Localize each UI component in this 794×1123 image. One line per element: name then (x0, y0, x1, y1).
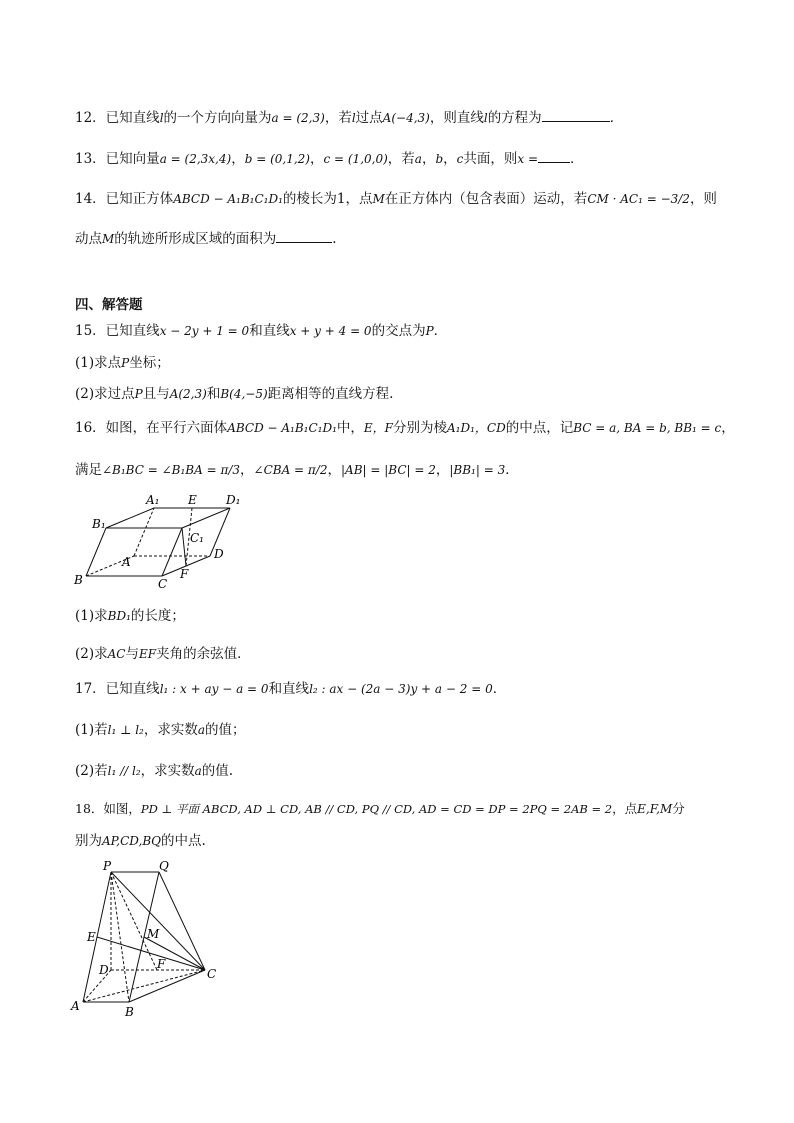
q17-text: 的值. (201, 763, 234, 779)
q13-c: c (456, 152, 464, 166)
q16-angle: ∠B₁BC = ∠B₁BA = π/3 (102, 463, 241, 477)
q17-text: (1)若 (75, 722, 108, 738)
label-a: A (71, 999, 80, 1013)
solid-pqabcd-figure (65, 858, 235, 1020)
q17-text: ，求实数 (140, 763, 195, 779)
label-c: C (207, 967, 217, 981)
q15-point-p: P (134, 387, 143, 401)
label-f: F (180, 567, 189, 581)
question-18-line-2 (75, 832, 206, 850)
label-c1: C₁ (190, 531, 204, 545)
q16-angle: ∠CBA = π/2 (253, 463, 328, 477)
q15-point-p: P (425, 324, 434, 338)
q17-text: ，求实数 (143, 722, 198, 738)
q15-line-1: x − 2y + 1 = 0 (159, 324, 250, 338)
q16-points: E，F (363, 421, 394, 435)
q18-conditions: PD ⊥ 平面 ABCD, AD ⊥ CD, AB // CD, PQ // CD, AD = CD = DP = 2PQ = 2AB = 2 (140, 802, 613, 816)
q18-text: ，点 (612, 801, 638, 816)
q12-text: 的一个方向向量为 (163, 110, 272, 126)
q15-text: 且与 (142, 386, 170, 402)
q17-text: 的值； (205, 722, 246, 738)
q16-text: (2)求 (75, 646, 108, 662)
label-m: M (147, 927, 160, 941)
q13-text: ． (570, 151, 584, 167)
q12-text: 12．已知直线 (75, 110, 160, 126)
q13-vector-a: a = (2,3x,4) (159, 152, 232, 166)
q16-text: 与 (125, 646, 139, 662)
q15-point-p: P (121, 356, 130, 370)
q17-line-1: l₁ : x + ay − a = 0 (159, 682, 269, 696)
q18-text: 分 (672, 801, 685, 816)
q13-text: ， (421, 151, 436, 167)
q14-text: 动点 (75, 231, 102, 247)
q16-segment: EF (138, 647, 157, 661)
q12-text: ，若 (324, 110, 352, 126)
q18-segments: AP,CD,BQ (102, 834, 161, 848)
q13-x: x = (517, 152, 538, 166)
q12-line-l: l (483, 111, 488, 125)
question-18 (75, 800, 685, 818)
q17-condition: l₁ ⊥ l₂ (107, 723, 144, 737)
segment-mc (144, 937, 205, 970)
q14-dot-product: CM · AC₁ = −3/2 (587, 192, 690, 206)
q15-text: 和直线 (249, 323, 290, 339)
q16-edges: A₁D₁，CD (447, 421, 506, 435)
edge (182, 528, 186, 566)
label-b1: B₁ (92, 517, 106, 531)
q13-text: ， (443, 151, 457, 167)
label-a: A (122, 555, 131, 569)
label-d: D (214, 547, 224, 561)
edge (106, 508, 154, 528)
q16-text: ， (327, 462, 341, 478)
q17-variable-a: a (194, 764, 202, 778)
label-q: Q (159, 859, 169, 873)
q15-text: (2)求过点 (75, 386, 135, 402)
q13-a: a (414, 152, 422, 166)
q15-text: ． (433, 323, 448, 339)
edge-bc (129, 970, 205, 1002)
question-12 (75, 108, 623, 127)
q17-text: 和直线 (268, 681, 310, 697)
question-14 (75, 190, 717, 208)
q16-text: 的长度； (130, 608, 185, 624)
label-c: C (158, 577, 168, 590)
q16-vector: BD₁ (107, 609, 131, 623)
label-b: B (125, 1005, 134, 1019)
q12-text: ． (609, 110, 624, 126)
q16-text: ， (240, 462, 254, 478)
q12-point-a: A(−4,3) (382, 111, 430, 125)
question-17-part-1 (75, 721, 246, 739)
q15-point-b: B(4,−5) (220, 387, 268, 401)
question-14-line-2 (75, 229, 337, 248)
section-heading: 四、解答题 (75, 297, 143, 313)
q18-text: 的中点. (160, 833, 206, 849)
label-a1: A₁ (146, 493, 160, 507)
q12-vector: a = (2,3) (271, 111, 325, 125)
q15-text: 距离相等的直线方程. (267, 386, 394, 402)
q14-text: 的棱长为1，点 (282, 191, 373, 207)
q16-length: |BB₁| = 3 (449, 463, 506, 477)
segment-pf (111, 872, 157, 970)
label-b: B (74, 573, 83, 587)
question-17-part-2 (75, 762, 233, 780)
q16-text: (1)求 (75, 608, 108, 624)
answer-blank[interactable] (276, 229, 332, 243)
q13-text: 13．已知向量 (75, 151, 160, 167)
q14-cube: ABCD − A₁B₁C₁D₁ (173, 192, 283, 206)
q14-text: 在正方体内（包含表面）运动，若 (384, 191, 588, 207)
question-16-part-1 (75, 607, 185, 625)
q13-text: ，若 (387, 151, 415, 167)
answer-blank[interactable] (542, 108, 610, 122)
q18-points: E,F,M (637, 802, 673, 816)
question-13 (75, 149, 584, 168)
q17-text: ． (492, 681, 507, 697)
label-e: E (188, 493, 197, 507)
question-15-part-2 (75, 385, 393, 403)
q12-text: 的方程为 (487, 110, 542, 126)
q13-text: 共面，则 (463, 151, 518, 167)
q16-vectors: BC = a, BA = b, BB₁ = c (573, 421, 722, 435)
q15-text: 15．已知直线 (75, 323, 160, 339)
q16-text: 的中点，记 (505, 420, 574, 436)
label-p: P (103, 859, 112, 873)
edge (86, 528, 106, 576)
label-f: F (157, 957, 166, 971)
q17-condition: l₁ // l₂ (107, 764, 141, 778)
q13-text: ， (309, 151, 324, 167)
q16-segment: AC (107, 647, 126, 661)
q14-text: 的轨迹所形成区域的面积为 (114, 231, 277, 247)
question-16-part-2 (75, 645, 251, 663)
label-e: E (87, 930, 96, 944)
q12-text: 过点 (355, 110, 383, 126)
q14-text: 14．已知正方体 (75, 191, 174, 207)
q16-text: 16．如图，在平行六面体 (75, 420, 228, 436)
q15-text: 坐标； (129, 355, 170, 371)
q15-text: 的交点为 (371, 323, 426, 339)
q12-text: ，则直线 (429, 110, 484, 126)
q14-point-m: M (372, 192, 385, 206)
q13-text: ， (231, 151, 245, 167)
q16-solid: ABCD − A₁B₁C₁D₁ (227, 421, 337, 435)
q16-text: 中， (336, 420, 364, 436)
q16-text: 满足 (75, 462, 102, 478)
q12-line-l: l (159, 111, 164, 125)
q17-line-2: l₂ : ax − (2a − 3)y + a − 2 = 0 (309, 682, 493, 696)
q17-text: (2)若 (75, 763, 108, 779)
q17-variable-a: a (197, 723, 205, 737)
question-15-part-1 (75, 354, 170, 372)
edge-qc (159, 872, 205, 970)
q15-line-2: x + y + 4 = 0 (289, 324, 372, 338)
q15-point-a: A(2,3) (169, 387, 207, 401)
question-16 (75, 419, 735, 437)
q16-text: ， (435, 462, 450, 478)
q12-line-l: l (351, 111, 356, 125)
q16-text: ． (505, 462, 519, 478)
q16-text: ， (721, 420, 735, 436)
q17-text: 17．已知直线 (75, 681, 160, 697)
question-16-line-2 (75, 461, 519, 479)
q13-vector-c: c = (1,0,0) (323, 152, 388, 166)
q13-b: b (435, 152, 444, 166)
q13-vector-b: b = (0,1,2) (244, 152, 310, 166)
q15-text: 和 (206, 386, 221, 402)
q16-text: 分别为棱 (393, 420, 448, 436)
question-17 (75, 680, 506, 698)
question-15 (75, 322, 447, 340)
q14-text: . (332, 231, 337, 247)
label-d1: D₁ (226, 493, 241, 507)
q14-point-m: M (102, 232, 115, 246)
parallelepiped-figure (70, 490, 250, 590)
q14-text: ，则 (689, 191, 717, 207)
q18-text: 别为 (75, 833, 102, 849)
q16-text: 夹角的余弦值． (156, 646, 251, 662)
q15-text: (1)求点 (75, 355, 122, 371)
answer-blank[interactable] (538, 149, 570, 163)
q18-text: 18．如图， (75, 801, 141, 816)
label-d: D (99, 963, 109, 977)
q16-length: |AB| = |BC| = 2 (340, 463, 436, 477)
